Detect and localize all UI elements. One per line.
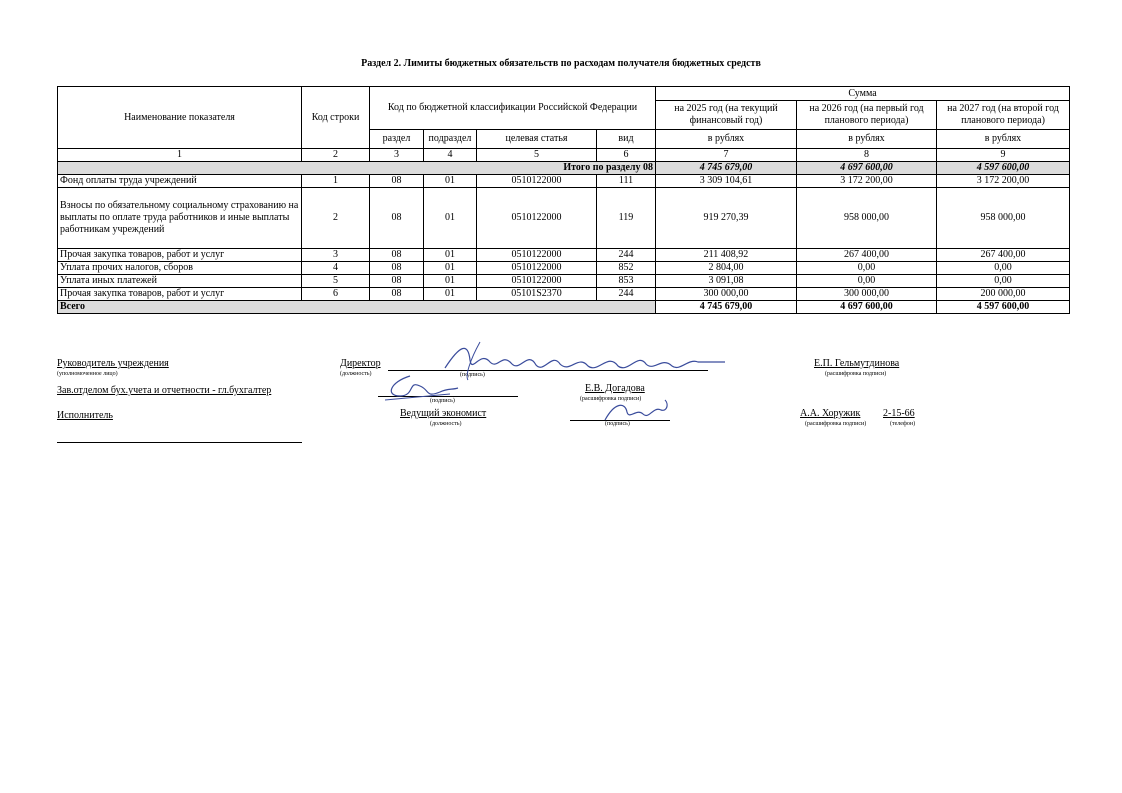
- table-row: [58, 275, 1070, 288]
- accountant-label: Зав.отделом бух.учета и отчетности - гл.бухгалтер: [57, 385, 272, 396]
- executor-phone-sublabel: (телефон): [890, 421, 916, 427]
- head-label: Руководитель учреждения: [57, 358, 169, 369]
- row-statya: 0510122000: [477, 275, 597, 288]
- header-year-2027: на 2027 год (на второй год планового периода): [937, 101, 1070, 130]
- total-label: Всего: [58, 301, 656, 314]
- executor-extra-line: [57, 442, 302, 443]
- row-2026: 0,00: [797, 275, 937, 288]
- col-number: 3: [370, 149, 424, 162]
- row-code: 2: [302, 188, 370, 249]
- row-razdel: 08: [370, 275, 424, 288]
- row-podrazdel: 01: [424, 275, 477, 288]
- head-position: Директор: [340, 358, 381, 369]
- row-vid: 244: [597, 288, 656, 301]
- row-razdel: 08: [370, 249, 424, 262]
- executor-label: Исполнитель: [57, 410, 113, 421]
- row-name: Уплата прочих налогов, сборов: [58, 262, 302, 275]
- col-number: 6: [597, 149, 656, 162]
- subtotal-2027: 4 597 600,00: [937, 162, 1070, 175]
- header-year-2026: на 2026 год (на первый год планового периода): [797, 101, 937, 130]
- row-code: 1: [302, 175, 370, 188]
- row-podrazdel: 01: [424, 188, 477, 249]
- head-sublabel: (уполномоченное лицо): [57, 371, 118, 377]
- table-row: [58, 288, 1070, 301]
- subtotal-2026: 4 697 600,00: [797, 162, 937, 175]
- row-code: 5: [302, 275, 370, 288]
- header-razdel: раздел: [370, 130, 424, 149]
- row-statya: 0510122000: [477, 262, 597, 275]
- row-podrazdel: 01: [424, 262, 477, 275]
- row-name: Прочая закупка товаров, работ и услуг: [58, 249, 302, 262]
- row-2026: 300 000,00: [797, 288, 937, 301]
- row-code: 3: [302, 249, 370, 262]
- column-numbers-row: [58, 149, 1070, 162]
- executor-position-sublabel: (должность): [430, 421, 462, 427]
- table-row: [58, 188, 1070, 249]
- row-razdel: 08: [370, 188, 424, 249]
- executor-name: А.А. Хоружик: [800, 408, 861, 419]
- header-rub-2025: в рублях: [656, 130, 797, 149]
- row-name: Взносы по обязательному социальному страхованию на выплаты по оплате труда работников и иные выплаты работникам учреждений: [58, 188, 302, 249]
- row-statya: 0510122000: [477, 175, 597, 188]
- row-name: Уплата иных платежей: [58, 275, 302, 288]
- row-vid: 119: [597, 188, 656, 249]
- budget-limits-table: [57, 86, 1070, 314]
- col-number: 1: [58, 149, 302, 162]
- row-2027: 0,00: [937, 262, 1070, 275]
- row-2027: 200 000,00: [937, 288, 1070, 301]
- row-2026: 0,00: [797, 262, 937, 275]
- executor-signature: [595, 398, 675, 426]
- header-name: Наименование показателя: [58, 87, 302, 149]
- table-row: [58, 262, 1070, 275]
- accountant-sign-sublabel: (подпись): [430, 398, 455, 404]
- row-podrazdel: 01: [424, 175, 477, 188]
- row-2026: 3 172 200,00: [797, 175, 937, 188]
- row-2025: 919 270,39: [656, 188, 797, 249]
- row-vid: 852: [597, 262, 656, 275]
- head-position-sublabel: (должность): [340, 371, 372, 377]
- row-vid: 853: [597, 275, 656, 288]
- row-2027: 267 400,00: [937, 249, 1070, 262]
- row-code: 4: [302, 262, 370, 275]
- total-2026: 4 697 600,00: [797, 301, 937, 314]
- header-rub-2026: в рублях: [797, 130, 937, 149]
- header-budget-classification: Код по бюджетной классификации Российской Федерации: [370, 87, 656, 130]
- subtotal-label: Итого по разделу 08: [58, 162, 656, 175]
- executor-name-sublabel: (расшифровка подписи): [805, 421, 867, 427]
- total-2027: 4 597 600,00: [937, 301, 1070, 314]
- row-2025: 3 309 104,61: [656, 175, 797, 188]
- row-2025: 2 804,00: [656, 262, 797, 275]
- row-2027: 3 172 200,00: [937, 175, 1070, 188]
- header-rub-2027: в рублях: [937, 130, 1070, 149]
- director-signature: [440, 340, 730, 382]
- row-podrazdel: 01: [424, 288, 477, 301]
- row-2025: 300 000,00: [656, 288, 797, 301]
- col-number: 5: [477, 149, 597, 162]
- header-code: Код строки: [302, 87, 370, 149]
- row-2026: 958 000,00: [797, 188, 937, 249]
- header-statya: целевая статья: [477, 130, 597, 149]
- head-name: Е.П. Гельмутдинова: [814, 358, 900, 369]
- subtotal-2025: 4 745 679,00: [656, 162, 797, 175]
- row-razdel: 08: [370, 262, 424, 275]
- row-code: 6: [302, 288, 370, 301]
- row-vid: 244: [597, 249, 656, 262]
- row-2026: 267 400,00: [797, 249, 937, 262]
- executor-position: Ведущий экономист: [400, 408, 487, 419]
- col-number: 7: [656, 149, 797, 162]
- col-number: 2: [302, 149, 370, 162]
- subtotal-row: [58, 162, 1070, 175]
- accountant-signature: [380, 372, 460, 402]
- col-number: 9: [937, 149, 1070, 162]
- executor-sign-sublabel: (подпись): [605, 421, 630, 427]
- header-vid: вид: [597, 130, 656, 149]
- row-statya: 0510122000: [477, 188, 597, 249]
- accountant-name-sublabel: (расшифровка подписи): [580, 396, 642, 402]
- total-2025: 4 745 679,00: [656, 301, 797, 314]
- row-2027: 958 000,00: [937, 188, 1070, 249]
- col-number: 8: [797, 149, 937, 162]
- row-razdel: 08: [370, 288, 424, 301]
- row-vid: 111: [597, 175, 656, 188]
- col-number: 4: [424, 149, 477, 162]
- table-row: [58, 175, 1070, 188]
- accountant-name: Е.В. Догадова: [585, 383, 645, 394]
- row-statya: 05101S2370: [477, 288, 597, 301]
- row-name: Прочая закупка товаров, работ и услуг: [58, 288, 302, 301]
- head-sign-sublabel: (подпись): [460, 372, 485, 378]
- row-podrazdel: 01: [424, 249, 477, 262]
- row-2027: 0,00: [937, 275, 1070, 288]
- executor-phone: 2-15-66: [883, 408, 915, 419]
- total-row: [58, 301, 1070, 314]
- row-2025: 211 408,92: [656, 249, 797, 262]
- head-name-sublabel: (расшифровка подписи): [825, 371, 887, 377]
- header-year-2025: на 2025 год (на текущий финансовый год): [656, 101, 797, 130]
- row-2025: 3 091,08: [656, 275, 797, 288]
- table-row: [58, 249, 1070, 262]
- header-podrazdel: подраздел: [424, 130, 477, 149]
- row-name: Фонд оплаты труда учреждений: [58, 175, 302, 188]
- row-razdel: 08: [370, 175, 424, 188]
- header-sum: Сумма: [656, 87, 1070, 101]
- document-title: Раздел 2. Лимиты бюджетных обязательств по расходам получателя бюджетных средств: [361, 58, 761, 69]
- row-statya: 0510122000: [477, 249, 597, 262]
